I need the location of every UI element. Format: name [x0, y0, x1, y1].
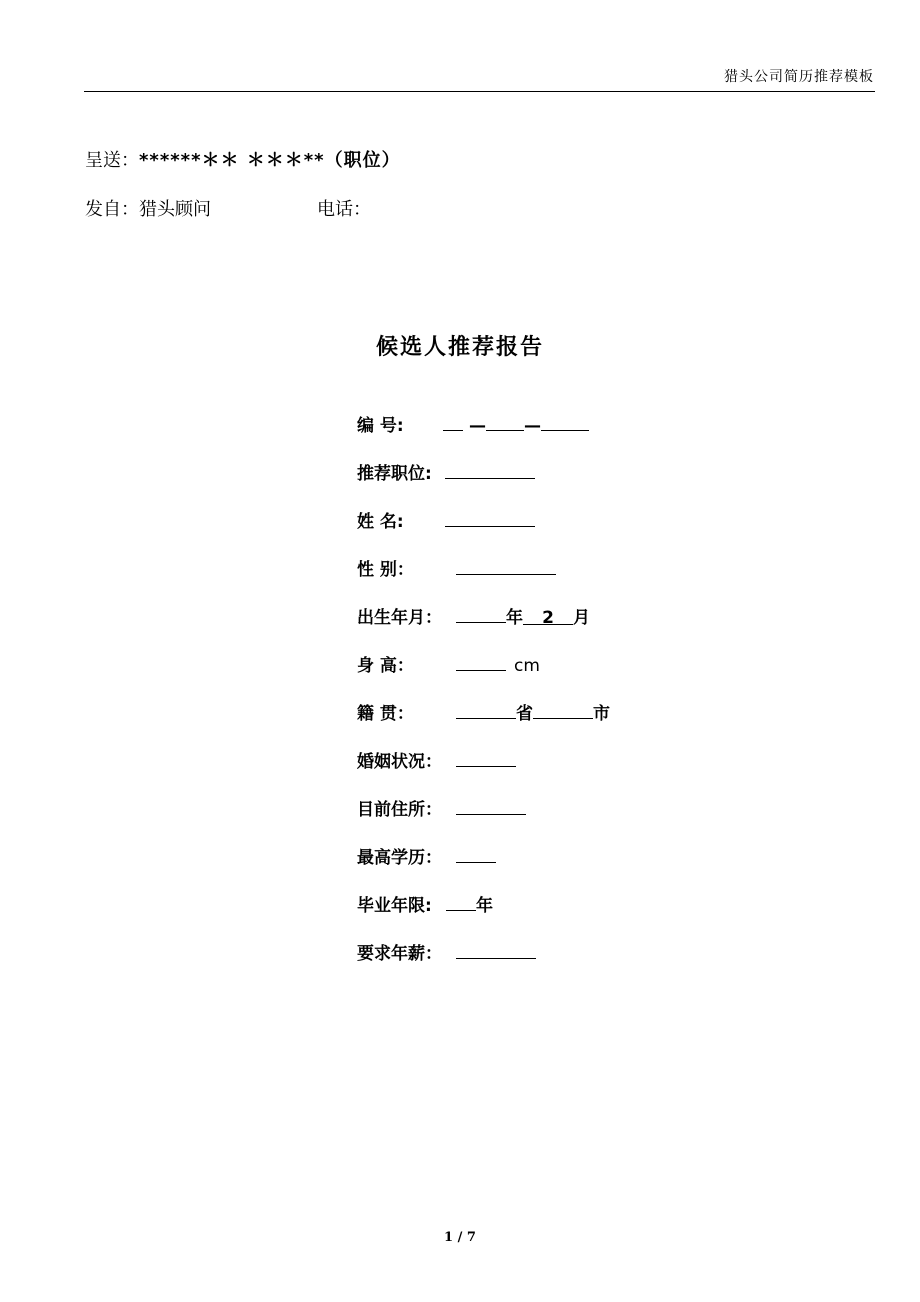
birth-month-blank[interactable] — [523, 606, 573, 628]
position-blank[interactable] — [445, 460, 535, 479]
sender-line — [85, 195, 371, 221]
graduation-blank[interactable] — [446, 892, 476, 911]
phone-label: 电话： — [317, 199, 371, 220]
sender-label: 发自：猎头顾问 — [85, 199, 211, 220]
field-position — [357, 460, 535, 484]
field-graduation-label: 毕业年限: — [357, 896, 432, 916]
education-blank[interactable] — [456, 844, 496, 863]
recipient-value: ******＊＊ ＊＊＊**（职位） — [139, 150, 401, 171]
field-native-place-label: 籍 贯： — [357, 704, 414, 724]
page-number: 1 / 7 — [444, 1230, 476, 1245]
birth-month-suffix: 月 — [573, 608, 590, 628]
graduation-suffix: 年 — [476, 896, 493, 916]
recipient-label: 呈送： — [85, 150, 139, 171]
field-marital-label: 婚姻状况： — [357, 752, 442, 772]
province-suffix: 省 — [516, 704, 533, 724]
field-education-label: 最高学历： — [357, 848, 442, 868]
field-residence-label: 目前住所： — [357, 800, 442, 820]
recipient-line — [85, 146, 401, 172]
report-title: 候选人推荐报告 — [375, 335, 544, 360]
height-unit: cm — [514, 656, 540, 676]
number-blank-3[interactable] — [541, 412, 589, 431]
number-separator-2: — — [524, 416, 541, 436]
marital-blank[interactable] — [456, 748, 516, 767]
field-residence — [357, 796, 526, 820]
salary-blank[interactable] — [456, 940, 536, 959]
birth-year-suffix: 年 — [506, 608, 523, 628]
number-separator-1: — — [469, 416, 486, 436]
field-number — [357, 412, 589, 436]
gender-blank[interactable] — [456, 556, 556, 575]
name-blank[interactable] — [445, 508, 535, 527]
height-blank[interactable] — [456, 652, 506, 671]
field-salary-label: 要求年薪： — [357, 944, 442, 964]
field-native-place — [357, 700, 610, 724]
field-education — [357, 844, 496, 868]
field-position-label: 推荐职位: — [357, 464, 432, 484]
field-graduation — [357, 892, 493, 916]
field-height — [357, 652, 540, 676]
field-birth — [357, 604, 590, 628]
birth-month-value: 2 — [542, 608, 554, 628]
field-gender — [357, 556, 556, 580]
city-blank[interactable] — [533, 700, 593, 719]
province-blank[interactable] — [456, 700, 516, 719]
header-divider — [84, 91, 875, 92]
field-height-label: 身 高： — [357, 656, 414, 676]
field-birth-label: 出生年月： — [357, 608, 442, 628]
number-blank-2[interactable] — [486, 412, 524, 431]
field-name-label: 姓 名: — [357, 512, 404, 532]
residence-blank[interactable] — [456, 796, 526, 815]
field-gender-label: 性 别： — [357, 560, 414, 580]
field-number-label: 编 号: — [357, 416, 404, 436]
field-name — [357, 508, 535, 532]
birth-year-blank[interactable] — [456, 604, 506, 623]
field-salary — [357, 940, 536, 964]
field-marital — [357, 748, 516, 772]
city-suffix: 市 — [593, 704, 610, 724]
header-title: 猎头公司简历推荐模板 — [724, 69, 874, 85]
number-blank-1[interactable] — [443, 412, 463, 431]
